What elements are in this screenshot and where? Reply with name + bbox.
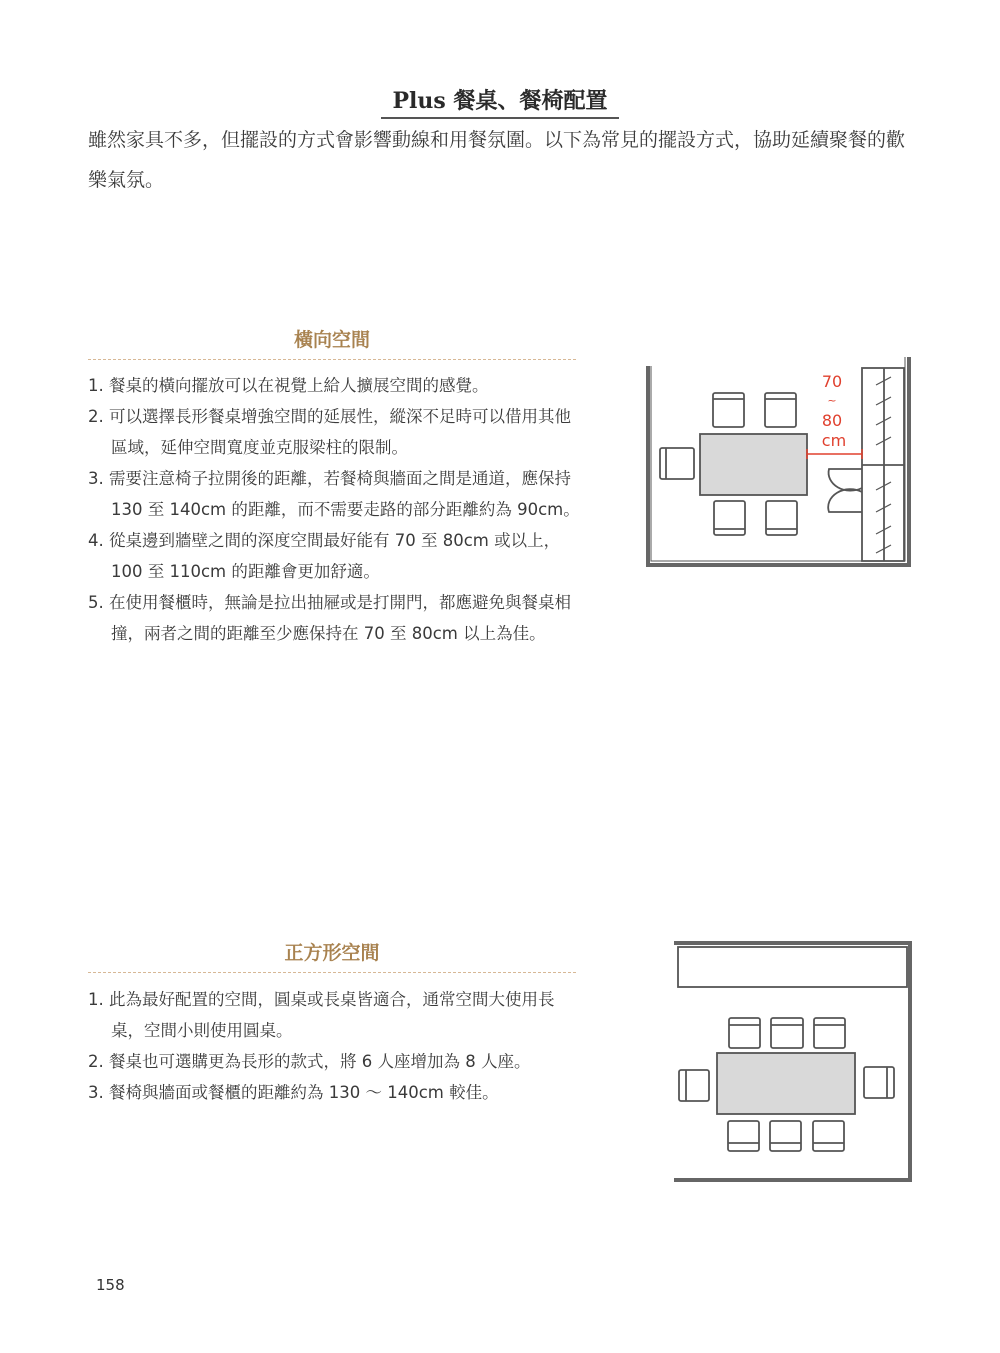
dimension-line [807, 449, 862, 459]
dimension-bottom: 80 [821, 411, 843, 430]
page-title-text: Plus 餐桌、餐椅配置 [381, 84, 620, 119]
section-heading-square: 正方形空間 [284, 942, 380, 964]
horizontal-floor-plan [648, 357, 909, 565]
dimension-sep: ~ [827, 394, 837, 407]
square-floor-plan [674, 943, 910, 1180]
list-item: 3. 餐椅與牆面或餐櫃的距離約為 130 ～ 140cm 較佳。 [88, 1083, 499, 1102]
list-item: 4. 從桌邊到牆壁之間的深度空間最好能有 70 至 80cm 或以上，100 至 110cm 的距離會更加舒適。 [88, 531, 561, 581]
list-item: 2. 可以選擇長形餐桌增強空間的延展性，縱深不足時可以借用其他區域，延伸空間寬度並克服梁柱的限制。 [88, 407, 571, 457]
dining-table [700, 434, 807, 495]
dimension-label [822, 372, 846, 450]
list-item: 1. 此為最好配置的空間，圓桌或長桌皆適合，通常空間大使用長桌，空間小則使用圓桌。 [88, 990, 555, 1040]
intro-paragraph: 雖然家具不多，但擺設的方式會影響動線和用餐氛圍。以下為常見的擺設方式，協助延續聚餐的歡樂氣氛。 [88, 129, 906, 191]
list-item: 5. 在使用餐櫃時，無論是拉出抽屜或是打開門，都應避免與餐桌相撞，兩者之間的距離至少應保持在 70 至 80cm 以上為佳。 [88, 593, 571, 643]
dimension-top: 70 [821, 372, 843, 391]
dimension-unit: cm [821, 431, 847, 450]
section-heading-horizontal: 橫向空間 [293, 329, 370, 351]
list-item: 1. 餐桌的橫向擺放可以在視覺上給人擴展空間的感覺。 [88, 376, 489, 395]
dining-table [717, 1053, 855, 1114]
page-number: 158 [96, 1276, 125, 1294]
list-item: 2. 餐桌也可選購更為長形的款式，將 6 人座增加為 8 人座。 [88, 1052, 531, 1071]
list-item: 3. 需要注意椅子拉開後的距離，若餐椅與牆面之間是通道，應保持 130 至 140cm 的距離，而不需要走路的部分距離約為 90cm。 [88, 469, 580, 519]
